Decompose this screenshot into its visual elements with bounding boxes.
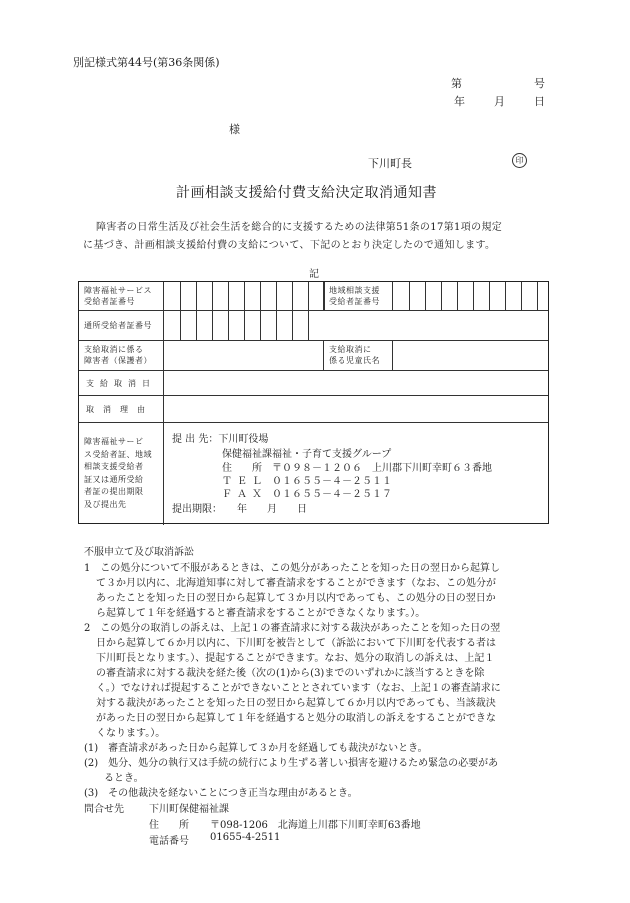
submit-tel: ０１６５５－４－２５１１ — [272, 476, 392, 487]
label-child-name: 支給取消に 係る児童氏名 — [329, 345, 380, 365]
appeal-heading: 不服申立て及び取消訴訟 — [84, 547, 194, 558]
submit-tel-label: ＴＥＬ — [222, 476, 267, 487]
label-submission-info: 障害福祉サービ ス受給者証、地域 相談支援受給者 証又は通所受給 者証の提出期限 及び提出先 — [84, 437, 152, 509]
appeal-line: (2) 処分、処分の執行又は手続の続行により生ずる著しい損害を避けるため緊急の必要があ — [84, 758, 499, 769]
seal-mark: 印 — [512, 153, 527, 168]
issuer-name: 下川町長 — [368, 157, 412, 170]
addressee-suffix: 様 — [229, 123, 240, 136]
appeal-line: 2 この処分の取消しの訴えは、上記１の審査請求に対する裁決があったことを知った日の翌 — [84, 623, 501, 634]
date-day-label: 日 — [534, 95, 545, 108]
appeal-line: (1) 審査請求があった日から起算して３か月を経過しても裁決がないとき。 — [84, 743, 428, 754]
date-year-label: 年 — [454, 95, 465, 108]
appeal-line: く。）でなければ提起することができないこととされています（なお、上記１の審査請求に — [96, 683, 501, 694]
appeal-line: 対する裁決があったことを知った日の翌日から起算して６か月以内であっても、当該裁決 — [96, 698, 496, 709]
label-day-service-cert: 通所受給者証番号 — [84, 321, 152, 330]
contact-department: 下川町保健福祉課 — [149, 804, 229, 815]
label-disabled-person: 支給取消に係る 障害者（保護者） — [84, 345, 152, 365]
label-welfare-service-cert: 障害福祉サービス 受給者証番号 — [84, 286, 152, 306]
decision-table — [78, 281, 549, 524]
contact-tel-label: 電話番号 — [149, 836, 189, 847]
submit-fax-label: ＦＡＸ — [222, 489, 267, 500]
submit-destination: 提 出 先：下川町役場 — [172, 434, 269, 445]
appeal-line: て３か月以内に、北海道知事に対して審査請求をすることができます（なお、この処分が — [96, 578, 496, 589]
contact-address: 〒098-1206 北海道上川郡下川町幸町63番地 — [210, 820, 421, 831]
label-cancel-date: 支給取消日 — [86, 379, 156, 388]
label-community-support-cert: 地域相談支援 受給者証番号 — [329, 286, 380, 306]
appeal-line: 1 この処分について不服があるときは、この処分があったことを知った日の翌日から起算し — [84, 563, 501, 574]
appeal-line: 下川町長となります。）、提起することができます。なお、処分の取消しの訴えは、上記１ — [96, 653, 495, 664]
number-label-suffix: 号 — [534, 77, 545, 90]
date-month-label: 月 — [494, 95, 505, 108]
appeal-line: (3) その他裁決を経ないことにつき正当な理由があるとき。 — [84, 788, 358, 799]
form-reference: 別記様式第44号(第36条関係) — [73, 56, 220, 69]
appeal-line: ら起算して１年を経過すると審査請求をすることができなくなります。）。 — [96, 608, 426, 619]
appeal-line: くなります。）。 — [96, 728, 166, 739]
appeal-line: があった日の翌日から起算して１年を経過すると処分の取消しの訴えをすることができな — [96, 713, 496, 724]
contact-label: 問合せ先 — [84, 804, 124, 815]
label-cancel-reason: 取消理由 — [86, 405, 154, 414]
record-label: 記 — [309, 269, 319, 280]
document-title: 計画相談支援給付費支給決定取消通知書 — [176, 185, 437, 201]
intro-line-2: に基づき、計画相談支援給付費の支給について、下記のとおり決定したので通知します。 — [83, 240, 496, 251]
contact-tel: 01655-4-2511 — [210, 832, 281, 843]
number-label-prefix: 第 — [451, 77, 462, 90]
submit-fax: ０１６５５－４－２５１７ — [272, 489, 392, 500]
submit-address-label: 住 所 — [222, 463, 262, 474]
submit-address: 〒０９８－１２０６ 上川郡下川町幸町６３番地 — [272, 463, 492, 474]
intro-line-1: 障害者の日常生活及び社会生活を総合的に支援するための法律第51条の17第1項の規定 — [96, 222, 503, 233]
submit-department: 保健福祉課福祉・子育て支援グループ — [222, 449, 392, 460]
contact-address-label: 住 所 — [149, 820, 189, 831]
submit-deadline: 提出期限： 年 月 日 — [172, 504, 307, 515]
appeal-line: の審査請求に対する裁決を経た後（次の(1)から(3)までのいずれかに該当するときを除 — [96, 668, 485, 679]
appeal-line: あったことを知った日の翌日から起算して３か月以内であっても、この処分の日の翌日か — [96, 593, 496, 604]
appeal-line: るとき。 — [84, 773, 144, 784]
appeal-line: 日から起算して６か月以内に、下川町を被告として（訴訟において下川町を代表する者は — [96, 638, 496, 649]
